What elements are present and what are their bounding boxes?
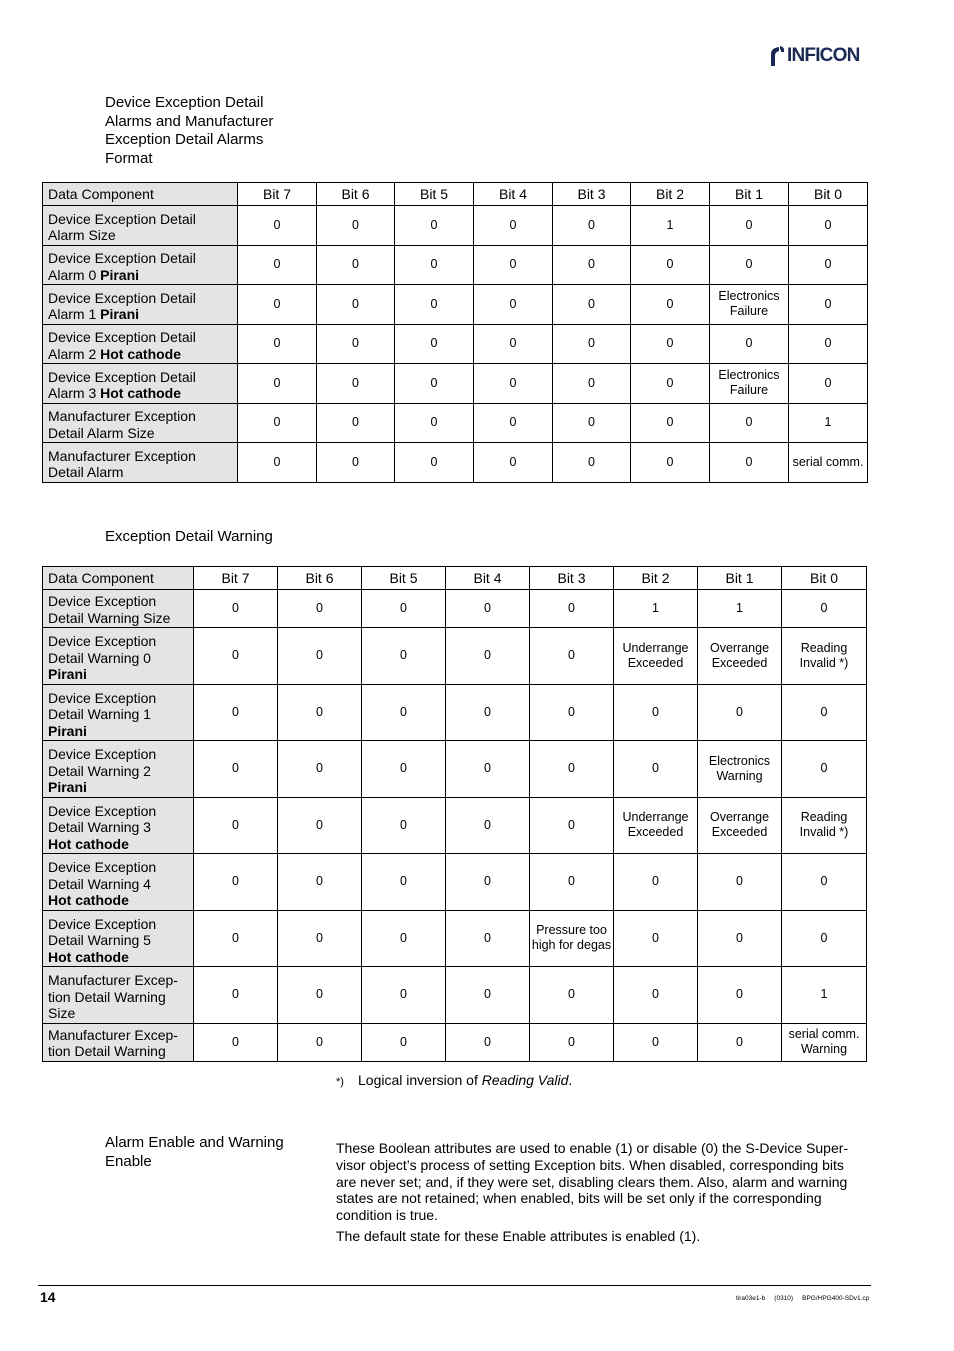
bit-cell: 0: [614, 910, 698, 967]
bit-cell: 0: [395, 245, 474, 285]
bit-cell: 1: [789, 403, 868, 443]
bit-cell: serial comm. Warning: [782, 1023, 867, 1061]
sensor-type: Hot cathode: [100, 345, 182, 362]
bit-cell: 0: [530, 590, 614, 628]
header-bit: Bit 5: [362, 567, 446, 590]
bit-cell: 0: [362, 590, 446, 628]
bit-cell: 0: [194, 797, 278, 854]
bit-cell: Pressure too high for degas: [530, 910, 614, 967]
table-row: [43, 364, 868, 404]
bit-cell: 0: [710, 206, 789, 246]
bit-cell: 0: [631, 245, 710, 285]
bit-cell: 0: [614, 854, 698, 911]
bit-cell: 0: [362, 854, 446, 911]
bit-cell: 0: [362, 684, 446, 741]
bit-cell: 0: [614, 741, 698, 798]
bit-cell: Reading Invalid *): [782, 628, 867, 685]
bit-cell: 0: [446, 797, 530, 854]
data-component-label: Device Exception Detail Alarm Size: [48, 210, 196, 243]
header-bit: Bit 1: [698, 567, 782, 590]
table-row: [43, 741, 867, 798]
heading-line: Device Exception Detail: [105, 94, 264, 111]
header-bit: Bit 4: [474, 183, 553, 206]
sensor-type: Pirani: [100, 306, 140, 322]
heading-line: Enable: [105, 1152, 152, 1170]
heading-line: Exception Detail Alarms: [105, 131, 264, 148]
bit-cell: 0: [698, 910, 782, 967]
bit-cell: 0: [698, 684, 782, 741]
sensor-type: Pirani: [100, 266, 140, 283]
heading-line: Format: [105, 149, 153, 167]
bit-cell: 0: [474, 403, 553, 443]
bit-cell: 0: [278, 741, 362, 798]
data-component-label: Device Exception Detail Warning Size: [48, 593, 171, 626]
table-row: [43, 245, 868, 285]
paragraph: These Boolean attributes are used to enable (1) or disable (0) the S-Device Super-visor object’s process of setting Exception bits. When disabled, corresponding bits are never set; and, if they were set, disabling clears them. Also, alarm and warning states are not retained; when enabled, bits will be set only if the corresponding condition is true.: [336, 1140, 849, 1224]
bit-cell: 0: [278, 910, 362, 967]
data-component-cell: [43, 590, 194, 628]
bit-cell: 0: [238, 324, 317, 364]
bit-cell: 0: [631, 443, 710, 483]
bit-cell: 0: [238, 443, 317, 483]
document-reference: tira03e1-b (0310) BPG/HPG400-SDv1.cp: [736, 1295, 870, 1302]
data-component-label: Manufacturer Exception Detail Alarm Size: [48, 408, 196, 441]
header-bit: Bit 3: [553, 183, 631, 206]
footnote-mark: *): [336, 1076, 344, 1088]
header-data-component: Data Component: [43, 183, 238, 206]
data-component-cell: [43, 443, 238, 483]
bit-cell: Electronics Failure: [710, 364, 789, 404]
header-bit: Bit 6: [317, 183, 395, 206]
bit-cell: 0: [362, 797, 446, 854]
bit-cell: 0: [446, 741, 530, 798]
footnote-italic: Reading Valid: [481, 1072, 569, 1088]
bit-cell: 0: [631, 364, 710, 404]
bit-cell: 0: [238, 364, 317, 404]
bit-cell: 0: [362, 1023, 446, 1061]
bit-cell: 0: [474, 443, 553, 483]
data-component-label: Device Exception Detail Warning 2 Pirani: [48, 746, 157, 795]
bit-cell: 0: [317, 245, 395, 285]
data-component-cell: [43, 206, 238, 246]
bit-cell: 0: [317, 324, 395, 364]
bit-cell: 0: [530, 797, 614, 854]
bit-cell: 0: [395, 206, 474, 246]
table-row: [43, 285, 868, 325]
bit-cell: Underrange Exceeded: [614, 797, 698, 854]
table-row: [43, 854, 867, 911]
bit-cell: 0: [614, 684, 698, 741]
header-bit: Bit 6: [278, 567, 362, 590]
data-component-label: Device Exception Detail Warning 5 Hot cathode: [48, 915, 157, 965]
data-component-cell: [43, 324, 238, 364]
bit-cell: 0: [789, 206, 868, 246]
bit-cell: 0: [698, 1023, 782, 1061]
data-component-cell: [43, 1023, 194, 1061]
bit-cell: 0: [238, 403, 317, 443]
bit-cell: 0: [530, 967, 614, 1024]
inficon-logo-icon: [767, 44, 787, 68]
bit-cell: 0: [194, 741, 278, 798]
heading-line: Alarm Enable and Warning: [105, 1134, 284, 1151]
bit-cell: 1: [698, 590, 782, 628]
bit-cell: 0: [395, 324, 474, 364]
bit-cell: 0: [446, 684, 530, 741]
alarms-format-table: [42, 182, 868, 483]
bit-cell: 0: [474, 364, 553, 404]
data-component-label: Device Exception Detail Warning 0 Pirani: [48, 633, 157, 682]
bit-cell: 0: [278, 684, 362, 741]
data-component-cell: [43, 797, 194, 854]
bit-cell: 0: [553, 206, 631, 246]
inficon-logo: [767, 44, 871, 68]
header-bit: Bit 0: [782, 567, 867, 590]
bit-cell: Overrange Exceeded: [698, 797, 782, 854]
data-component-label: Manufacturer Exception Detail Alarm: [48, 447, 196, 480]
table-header-row: [43, 567, 867, 590]
bit-cell: 0: [317, 364, 395, 404]
sensor-type: Pirani: [48, 779, 87, 795]
data-component-label: Manufacturer Excep- tion Detail Warning: [48, 1026, 178, 1059]
bit-cell: 0: [278, 854, 362, 911]
bit-cell: 0: [530, 854, 614, 911]
bit-cell: 0: [278, 797, 362, 854]
header-bit: Bit 1: [710, 183, 789, 206]
bit-cell: 0: [238, 285, 317, 325]
header-bit: Bit 2: [614, 567, 698, 590]
bit-cell: 0: [782, 854, 867, 911]
bit-cell: 0: [446, 628, 530, 685]
bit-cell: Overrange Exceeded: [698, 628, 782, 685]
bit-cell: 0: [278, 967, 362, 1024]
header-bit: Bit 4: [446, 567, 530, 590]
bit-cell: 0: [474, 206, 553, 246]
paragraph: The default state for these Enable attributes is enabled (1).: [336, 1227, 701, 1244]
bit-cell: 0: [553, 403, 631, 443]
bit-cell: 0: [474, 285, 553, 325]
bit-cell: 0: [238, 206, 317, 246]
bit-cell: 0: [631, 324, 710, 364]
bit-cell: 0: [710, 443, 789, 483]
bit-cell: 0: [446, 967, 530, 1024]
bit-cell: 0: [194, 684, 278, 741]
section-heading-warning: Exception Detail Warning: [105, 528, 273, 545]
bit-cell: 0: [553, 364, 631, 404]
data-component-cell: [43, 684, 194, 741]
data-component-label: Manufacturer Excep- tion Detail Warning Size: [48, 972, 178, 1021]
table-row: [43, 797, 867, 854]
data-component-cell: [43, 910, 194, 967]
bit-cell: 0: [194, 1023, 278, 1061]
footnote: [336, 1072, 572, 1088]
sensor-type: Pirani: [48, 666, 87, 682]
table-row: [43, 403, 868, 443]
bit-cell: 0: [317, 403, 395, 443]
footnote-text: Logical inversion of: [358, 1072, 482, 1088]
bit-cell: 0: [789, 364, 868, 404]
bit-cell: 0: [362, 741, 446, 798]
data-component-cell: [43, 245, 238, 285]
header-bit: Bit 7: [194, 567, 278, 590]
bit-cell: 0: [362, 628, 446, 685]
bit-cell: 0: [317, 206, 395, 246]
section-heading-enable: [105, 1134, 284, 1171]
bit-cell: 0: [782, 590, 867, 628]
bit-cell: 0: [782, 741, 867, 798]
data-component-cell: [43, 628, 194, 685]
data-component-label: Device Exception Detail Alarm 3 Hot cathode: [48, 368, 196, 401]
table-row: [43, 910, 867, 967]
bit-cell: 1: [631, 206, 710, 246]
bit-cell: 0: [789, 285, 868, 325]
bit-cell: 0: [317, 443, 395, 483]
data-component-cell: [43, 854, 194, 911]
bit-cell: 0: [530, 1023, 614, 1061]
header-bit: Bit 0: [789, 183, 868, 206]
bit-cell: 0: [474, 324, 553, 364]
heading-line: Alarms and Manufacturer: [105, 112, 274, 130]
bit-cell: 0: [789, 324, 868, 364]
bit-cell: Reading Invalid *): [782, 797, 867, 854]
table-header-row: [43, 183, 868, 206]
bit-cell: 0: [278, 628, 362, 685]
data-component-cell: [43, 403, 238, 443]
warning-format-table: [42, 566, 867, 1062]
data-component-cell: [43, 741, 194, 798]
footnote-end: .: [568, 1072, 573, 1088]
bit-cell: 0: [194, 967, 278, 1024]
bit-cell: 0: [362, 910, 446, 967]
bit-cell: 0: [530, 741, 614, 798]
bit-cell: 0: [278, 590, 362, 628]
bit-cell: Electronics Failure: [710, 285, 789, 325]
bit-cell: 0: [362, 967, 446, 1024]
bit-cell: 0: [194, 628, 278, 685]
table-row: [43, 1023, 867, 1061]
bit-cell: 0: [698, 967, 782, 1024]
table-row: [43, 628, 867, 685]
bit-cell: 0: [395, 443, 474, 483]
data-component-cell: [43, 285, 238, 325]
header-bit: Bit 2: [631, 183, 710, 206]
data-component-cell: [43, 967, 194, 1024]
sensor-type: Hot cathode: [100, 385, 182, 401]
bit-cell: 0: [530, 628, 614, 685]
bit-cell: 0: [238, 245, 317, 285]
header-bit: Bit 3: [530, 567, 614, 590]
header-bit: Bit 5: [395, 183, 474, 206]
bit-cell: 0: [317, 285, 395, 325]
bit-cell: Electronics Warning: [698, 741, 782, 798]
bit-cell: 0: [631, 285, 710, 325]
sensor-type: Pirani: [48, 722, 87, 739]
bit-cell: 0: [530, 684, 614, 741]
bit-cell: 0: [278, 1023, 362, 1061]
sensor-type: Hot cathode: [48, 892, 129, 908]
data-component-label: Device Exception Detail Warning 4 Hot cathode: [48, 859, 157, 908]
footer-divider: [38, 1285, 871, 1286]
page-number: 14: [40, 1289, 56, 1305]
data-component-label: Device Exception Detail Warning 1 Pirani: [48, 689, 157, 739]
data-component-label: Device Exception Detail Alarm 2 Hot cathode: [48, 329, 196, 362]
data-component-cell: [43, 364, 238, 404]
bit-cell: serial comm.: [789, 443, 868, 483]
table-row: [43, 684, 867, 741]
bit-cell: 0: [395, 364, 474, 404]
section-heading-alarms: [105, 94, 273, 168]
sensor-type: Hot cathode: [48, 948, 129, 965]
bit-cell: 0: [395, 285, 474, 325]
bit-cell: 0: [710, 324, 789, 364]
data-component-label: Device Exception Detail Alarm 1 Pirani: [48, 289, 196, 322]
table-row: [43, 590, 867, 628]
data-component-label: Device Exception Detail Alarm 0 Pirani: [48, 250, 196, 283]
logo-text: INFICON: [787, 45, 860, 66]
bit-cell: 0: [614, 967, 698, 1024]
header-data-component: Data Component: [43, 567, 194, 590]
data-component-label: Device Exception Detail Warning 3 Hot cathode: [48, 802, 157, 852]
bit-cell: 1: [782, 967, 867, 1024]
bit-cell: 0: [782, 684, 867, 741]
bit-cell: 0: [474, 245, 553, 285]
bit-cell: 0: [194, 910, 278, 967]
table-row: [43, 967, 867, 1024]
bit-cell: 0: [698, 854, 782, 911]
bit-cell: 0: [614, 1023, 698, 1061]
bit-cell: 0: [446, 590, 530, 628]
bit-cell: 0: [710, 403, 789, 443]
bit-cell: 0: [553, 285, 631, 325]
bit-cell: 0: [395, 403, 474, 443]
bit-cell: 0: [194, 854, 278, 911]
bit-cell: 0: [553, 245, 631, 285]
bit-cell: 0: [553, 443, 631, 483]
sensor-type: Hot cathode: [48, 835, 129, 852]
bit-cell: 0: [631, 403, 710, 443]
bit-cell: Underrange Exceeded: [614, 628, 698, 685]
bit-cell: 0: [710, 245, 789, 285]
bit-cell: 0: [194, 590, 278, 628]
bit-cell: 0: [446, 854, 530, 911]
table-row: [43, 206, 868, 246]
header-bit: Bit 7: [238, 183, 317, 206]
table-row: [43, 324, 868, 364]
bit-cell: 0: [446, 910, 530, 967]
bit-cell: 0: [789, 245, 868, 285]
table-row: [43, 443, 868, 483]
bit-cell: 0: [782, 910, 867, 967]
enable-description: [336, 1140, 866, 1249]
bit-cell: 0: [446, 1023, 530, 1061]
bit-cell: 1: [614, 590, 698, 628]
bit-cell: 0: [553, 324, 631, 364]
